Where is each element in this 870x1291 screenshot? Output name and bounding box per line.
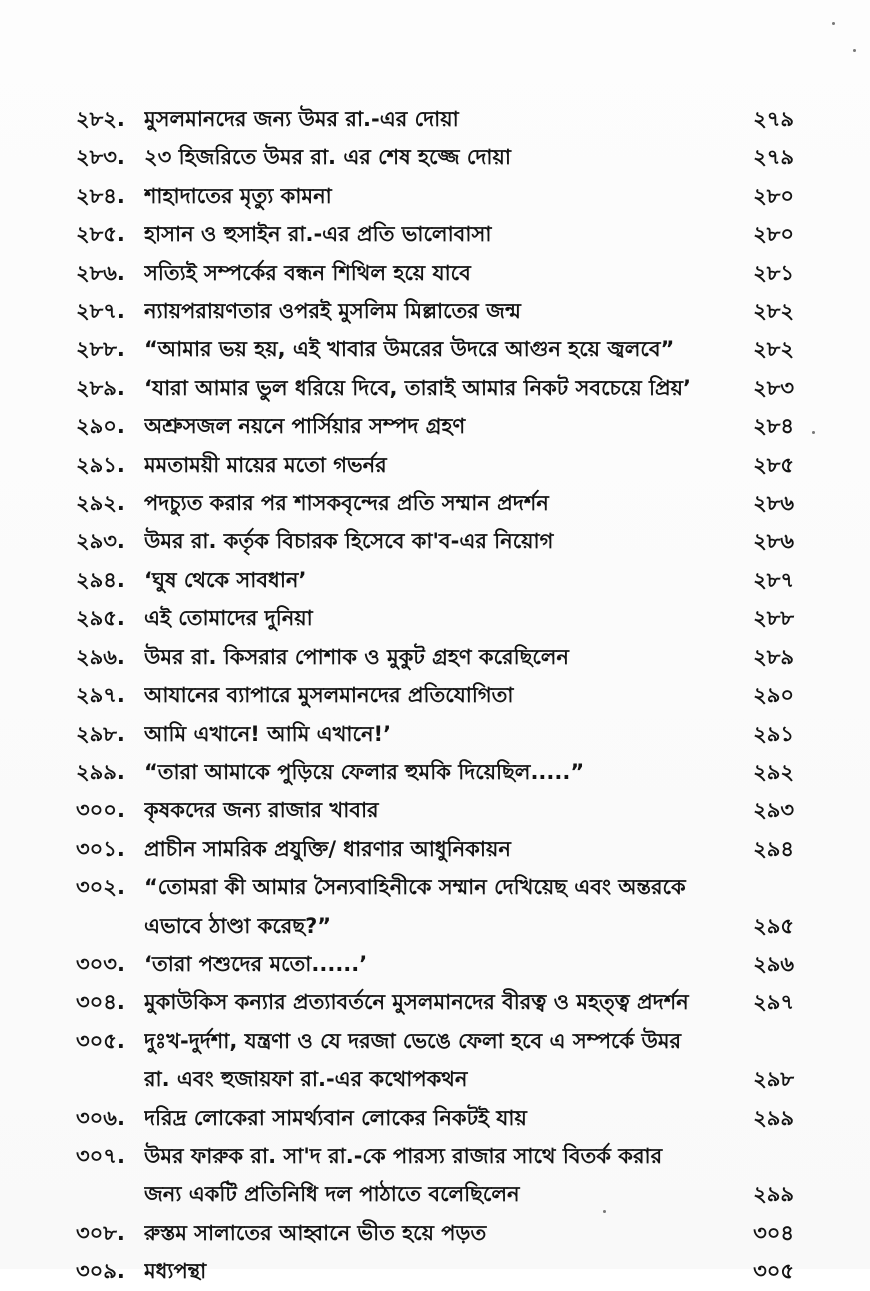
entry-title-line: দরিদ্র লোকেরা সামর্থ্যবান লোকের নিকটই যায় <box>144 1105 527 1130</box>
toc-entry <box>76 715 794 753</box>
entry-title <box>144 599 738 637</box>
entry-number: ২৮৮. <box>76 337 125 362</box>
entry-title-line: সত্যিই সম্পর্কের বন্ধন শিথিল হয়ে যাবে <box>144 260 471 285</box>
entry-page-number: ২৭৯ <box>753 107 794 131</box>
entry-page-number: ২৯৪ <box>753 836 794 861</box>
entry-number: ২৯০. <box>76 414 125 439</box>
entry-number: ২৮৯. <box>76 375 125 400</box>
entry-title <box>144 369 738 407</box>
entry-page-number: ৩০৪ <box>753 1220 794 1245</box>
entry-page-number: ২৭৯ <box>753 145 794 170</box>
entry-title-line: মধ্যপন্থা <box>144 1259 207 1284</box>
entry-number: ২৮২. <box>76 107 125 131</box>
toc-entry <box>76 522 794 560</box>
entry-number: ২৯৭. <box>76 683 125 708</box>
toc-entry <box>76 1137 794 1214</box>
entry-title-line: এভাবে ঠাণ্ডা করেছ?” <box>144 913 332 938</box>
entry-title <box>144 215 738 253</box>
entry-title-line: উমর ফারুক রা. সা'দ রা.-কে পারস্য রাজার সাথে বিতর্ক করার <box>144 1143 663 1168</box>
entry-number: ২৯৫. <box>76 606 125 631</box>
entry-number: ২৮৩. <box>76 145 125 170</box>
entry-number: ৩০৯. <box>76 1259 125 1284</box>
entry-number: ৩০৫. <box>76 1028 125 1053</box>
entry-title <box>144 791 738 829</box>
paper-speck <box>832 22 835 25</box>
toc-entry <box>76 446 794 484</box>
toc-entry <box>76 369 794 407</box>
entry-title <box>144 292 738 330</box>
entry-title <box>144 522 738 560</box>
entry-number: ৩০৭. <box>76 1143 125 1168</box>
entry-page-number: ২৮৮ <box>753 606 794 631</box>
entry-title-line: হাসান ও হুসাইন রা.-এর প্রতি ভালোবাসা <box>144 222 492 247</box>
entry-page-number: ২৮৪ <box>753 414 794 439</box>
entry-title <box>144 1022 738 1099</box>
entry-title-line: “তারা আমাকে পুড়িয়ে ফেলার হুমকি দিয়েছিল.....” <box>144 759 585 784</box>
toc-entry <box>76 1214 794 1252</box>
entry-title-line: মুকাউকিস কন্যার প্রত্যাবর্তনে মুসলমানদের বীরত্ব ও মহত্ত্ব প্রদর্শন <box>144 990 689 1015</box>
entry-title-line: শাহাদাতের মৃত্যু কামনা <box>144 183 332 208</box>
entry-number: ২৯৩. <box>76 529 125 554</box>
entry-page-number: ২৮৬ <box>753 491 794 516</box>
entry-number: ২৯১. <box>76 452 125 477</box>
entry-page-number: ২৯৫ <box>753 913 794 938</box>
entry-number: ৩০৬. <box>76 1105 125 1130</box>
entry-page-number: ২৯২ <box>753 759 794 784</box>
toc-entry <box>76 1252 794 1290</box>
entry-page-number: ২৯৮ <box>753 1067 794 1092</box>
entry-title-line: জন্য একটি প্রতিনিধি দল পাঠাতে বলেছিলেন <box>144 1182 520 1207</box>
toc-entry <box>76 292 794 330</box>
toc-entry <box>76 868 794 945</box>
entry-page-number: ২৯৯ <box>753 1105 794 1130</box>
toc-entry <box>76 830 794 868</box>
entry-title <box>144 1252 738 1290</box>
entry-title-line: অশ্রুসজল নয়নে পার্সিয়ার সম্পদ গ্রহণ <box>144 414 466 439</box>
entry-number: ২৯২. <box>76 491 125 516</box>
toc-entry <box>76 753 794 791</box>
entry-title-line: “তোমরা কী আমার সৈন্যবাহিনীকে সম্মান দেখিয়েছ এবং অন্তরকে <box>144 875 686 900</box>
toc-entry <box>76 484 794 522</box>
entry-number: ৩০২. <box>76 875 125 900</box>
entry-page-number: ২৮৬ <box>753 529 794 554</box>
toc-entry <box>76 983 794 1021</box>
entry-title-line: ‘যারা আমার ভুল ধরিয়ে দিবে, তারাই আমার নিকট সবচেয়ে প্রিয়’ <box>144 375 692 400</box>
toc-entry <box>76 791 794 829</box>
paper-speck <box>812 431 815 434</box>
entry-page-number: ২৯৭ <box>753 990 794 1015</box>
entry-title <box>144 1137 738 1214</box>
entry-number: ২৮৫. <box>76 222 125 247</box>
entry-title <box>144 484 738 522</box>
entry-title-line: পদচ্যুত করার পর শাসকবৃন্দের প্রতি সম্মান প্রদর্শন <box>144 491 549 516</box>
toc-entry <box>76 945 794 983</box>
entry-title-line: রা. এবং হুজায়ফা রা.-এর কথোপকথন <box>144 1067 468 1092</box>
entry-page-number: ২৮১ <box>753 260 794 285</box>
entry-page-number: ২৯৬ <box>753 951 794 976</box>
entry-title <box>144 138 738 176</box>
entry-title-line: “আমার ভয় হয়, এই খাবার উমরের উদরে আগুন হয়ে জ্বলবে” <box>144 337 675 362</box>
entry-number: ২৮৪. <box>76 183 125 208</box>
entry-title-line: আমি এখানে! আমি এখানে!’ <box>144 721 392 746</box>
entry-page-number: ৩০৫ <box>753 1259 794 1284</box>
entry-page-number: ২৯১ <box>753 721 794 746</box>
table-of-contents <box>76 100 794 1291</box>
entry-title <box>144 254 738 292</box>
entry-page-number: ২৮৯ <box>753 644 794 669</box>
entry-title <box>144 868 738 945</box>
entry-number: ২৯৬. <box>76 644 125 669</box>
toc-entry <box>76 599 794 637</box>
entry-page-number: ২৮৫ <box>753 452 794 477</box>
entry-title-line: এই তোমাদের দুনিয়া <box>144 606 313 631</box>
entry-title <box>144 1099 738 1137</box>
entry-page-number: ২৮৩ <box>753 375 794 400</box>
entry-number: ২৯৯. <box>76 759 125 784</box>
toc-entry <box>76 561 794 599</box>
entry-page-number: ২৮০ <box>753 222 794 247</box>
entry-title <box>144 638 738 676</box>
entry-title <box>144 945 738 983</box>
paper-speck <box>853 49 856 52</box>
entry-title <box>144 407 738 445</box>
entry-title <box>144 1214 738 1252</box>
entry-title <box>144 446 738 484</box>
entry-number: ২৮৬. <box>76 260 125 285</box>
entry-title-line: আযানের ব্যাপারে মুসলমানদের প্রতিযোগিতা <box>144 683 514 708</box>
entry-number: ২৯৮. <box>76 721 125 746</box>
toc-entry <box>76 1022 794 1099</box>
entry-title-line: ‘ঘুষ থেকে সাবধান’ <box>144 567 307 592</box>
entry-title <box>144 177 738 215</box>
entry-title-line: কৃষকদের জন্য রাজার খাবার <box>144 798 379 823</box>
entry-number: ৩০০. <box>76 798 125 823</box>
entry-title <box>144 715 738 753</box>
entry-number: ৩০১. <box>76 836 125 861</box>
entry-number: ২৯৪. <box>76 567 125 592</box>
entry-title <box>144 830 738 868</box>
toc-entry <box>76 254 794 292</box>
entry-title-line: ২৩ হিজরিতে উমর রা. এর শেষ হজ্জে দোয়া <box>144 145 511 170</box>
toc-entry <box>76 676 794 714</box>
entry-number: ৩০৪. <box>76 990 125 1015</box>
entry-title-line: উমর রা. কর্তৃক বিচারক হিসেবে কা'ব-এর নিয়োগ <box>144 529 554 554</box>
entry-title <box>144 330 738 368</box>
entry-title <box>144 100 738 138</box>
entry-title <box>144 561 738 599</box>
entry-number: ৩০৮. <box>76 1220 125 1245</box>
entry-title <box>144 983 738 1021</box>
entry-page-number: ২৯৩ <box>753 798 794 823</box>
entry-page-number: ২৮০ <box>753 183 794 208</box>
entry-title <box>144 676 738 714</box>
entry-number: ২৮৭. <box>76 299 125 324</box>
entry-title-line: মুসলমানদের জন্য উমর রা.-এর দোয়া <box>144 107 459 131</box>
toc-entry <box>76 215 794 253</box>
toc-entry <box>76 1099 794 1137</box>
entry-title-line: প্রাচীন সামরিক প্রযুক্তি/ ধারণার আধুনিকায়ন <box>144 836 511 861</box>
entry-title-line: দুঃখ-দুর্দশা, যন্ত্রণা ও যে দরজা ভেঙে ফেলা হবে এ সম্পর্কে উমর <box>144 1028 682 1053</box>
entry-title-line: উমর রা. কিসরার পোশাক ও মুকুট গ্রহণ করেছিলেন <box>144 644 569 669</box>
toc-entry <box>76 330 794 368</box>
toc-entry <box>76 100 794 138</box>
entry-title <box>144 753 738 791</box>
toc-entry <box>76 177 794 215</box>
entry-title-line: ‘তারা পশুদের মতো......’ <box>144 951 368 976</box>
entry-title-line: রুস্তম সালাতের আহ্বানে ভীত হয়ে পড়ত <box>144 1220 487 1245</box>
entry-page-number: ২৮৭ <box>753 567 794 592</box>
entry-page-number: ২৮২ <box>753 299 794 324</box>
entry-page-number: ২৯০ <box>753 683 794 708</box>
entry-title-line: ন্যায়পরায়ণতার ওপরই মুসলিম মিল্লাতের জন্ম <box>144 299 521 324</box>
entry-title-line: মমতাময়ী মায়ের মতো গভর্নর <box>144 452 387 477</box>
entry-number: ৩০৩. <box>76 951 125 976</box>
toc-entry <box>76 407 794 445</box>
entry-page-number: ২৯৯ <box>753 1182 794 1207</box>
entry-page-number: ২৮২ <box>753 337 794 362</box>
toc-entry <box>76 638 794 676</box>
toc-entry <box>76 138 794 176</box>
